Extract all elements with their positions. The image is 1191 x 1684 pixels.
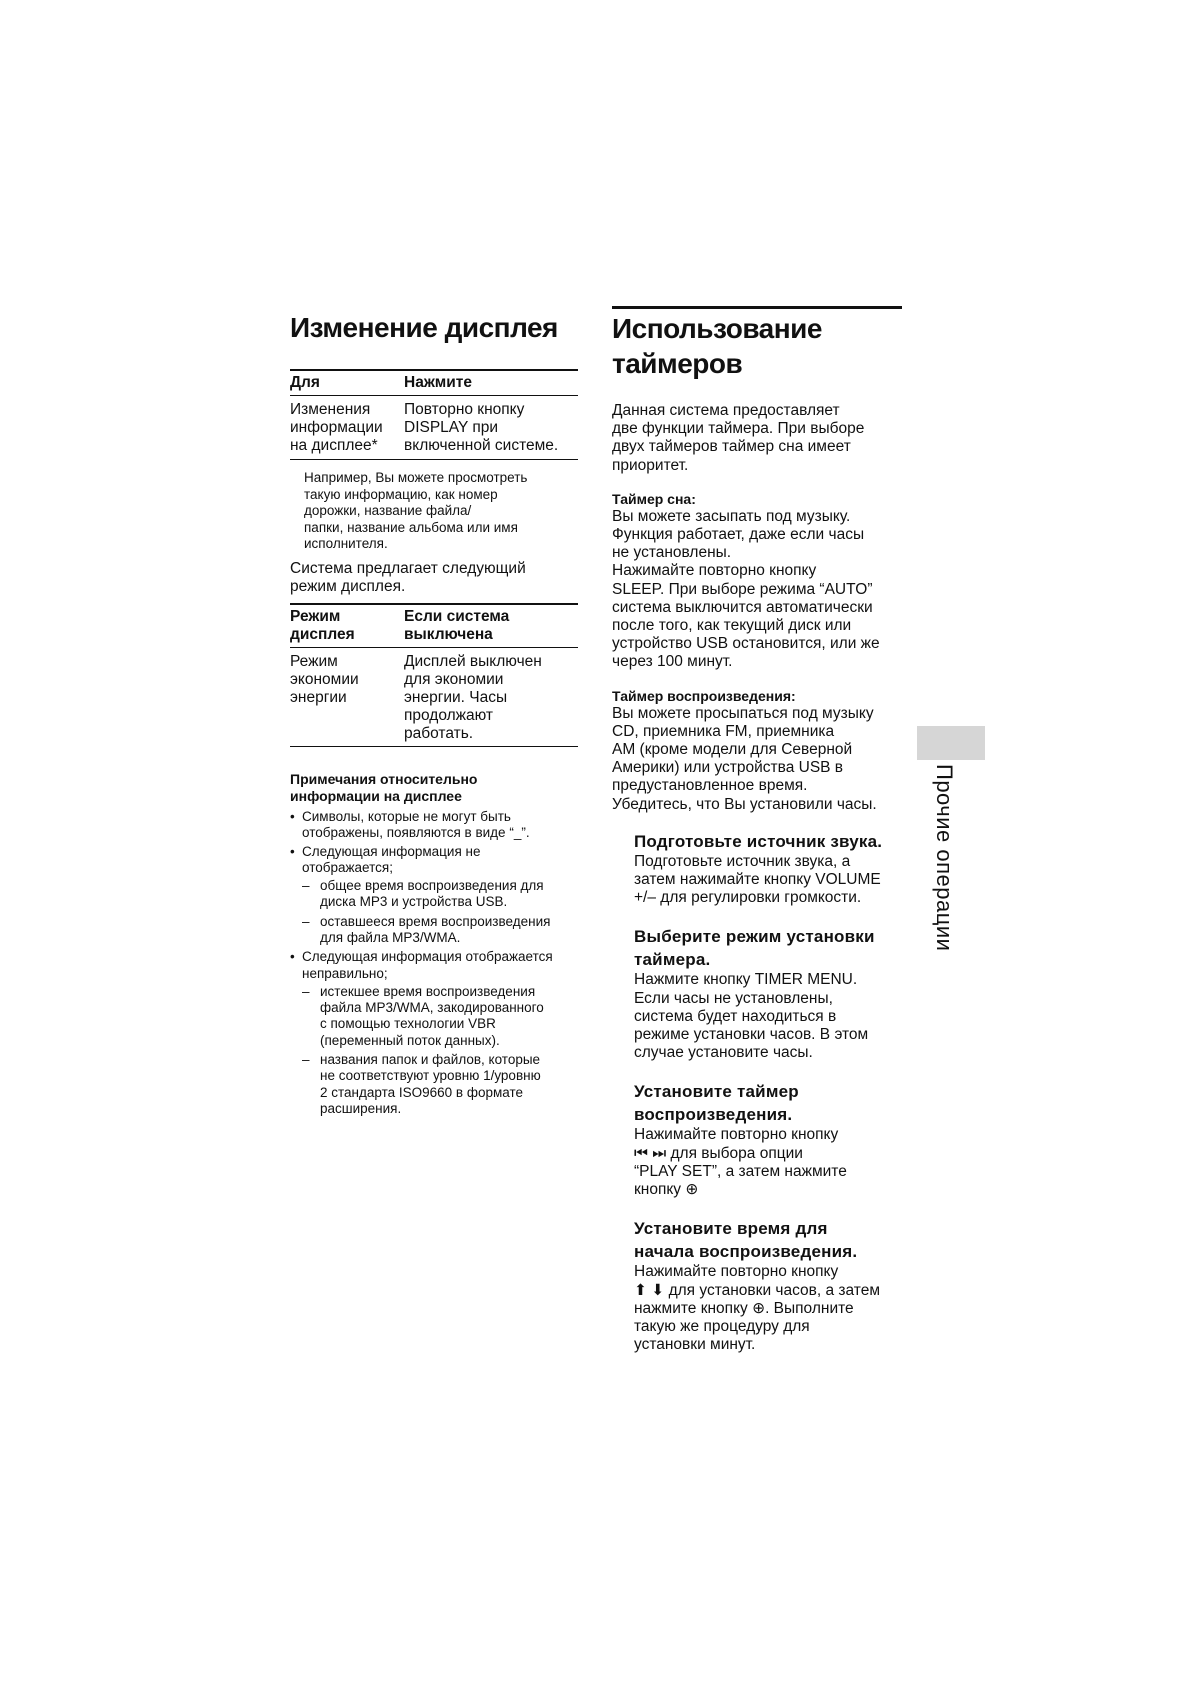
step-text: Нажимайте повторно кнопку ⏮ ⏭ для выбора опции “PLAY SET”, а затем нажмите кнопку ⊕ xyxy=(634,1126,847,1199)
step-1 xyxy=(634,830,902,908)
table-row xyxy=(290,647,578,746)
page-title-timers: Использование таймеров xyxy=(612,313,822,379)
notes-list xyxy=(290,809,578,1117)
table-header-system-off: Если система выключена xyxy=(404,607,510,643)
step-2 xyxy=(634,925,902,1062)
notes-title: Примечания относительно информации на дисплее xyxy=(290,770,478,804)
table-cell-purpose: Изменения информации на дисплее* xyxy=(290,401,383,454)
table-header-row xyxy=(290,604,578,648)
section-tab-label: Прочие операции xyxy=(932,764,957,952)
list-subitem: – названия папок и файлов, которые не соответствуют уровню 1/уровню 2 стандарта ISO9660 в формате расширения. xyxy=(290,1052,578,1117)
play-timer-title: Таймер воспроизведения: xyxy=(612,687,796,704)
left-column xyxy=(290,306,578,1120)
step-text: Подготовьте источник звука, а затем нажимайте кнопку VOLUME +/– для регулировки громкости. xyxy=(634,852,881,907)
step-title: Выберите режим установки таймера. xyxy=(634,927,875,970)
intro-text: Данная система предоставляет две функции таймера. При выборе двух таймеров таймер сна имеет приоритет. xyxy=(612,402,865,474)
list-item: • Следующая информация не отображается; xyxy=(290,844,578,877)
footnote: Например, Вы можете просмотреть такую информацию, как номер дорожки, название файла/ папки, название альбома или имя исполнителя. xyxy=(304,470,528,551)
section-tab-marker xyxy=(917,726,985,760)
list-subitem: – истекшее время воспроизведения файла MP3/WMA, закодированного с помощью технологии VBR (переменный поток данных). xyxy=(290,984,578,1049)
table-header-for: Для xyxy=(290,374,320,391)
sleep-timer-title: Таймер сна: xyxy=(612,490,696,507)
step-title: Установите время для начала воспроизведения. xyxy=(634,1219,858,1262)
table-cell-mode: Режим экономии энергии xyxy=(290,652,359,706)
step-title: Подготовьте источник звука. xyxy=(634,831,883,851)
list-subitem: – оставшееся время воспроизведения для файла MP3/WMA. xyxy=(290,914,578,947)
table-cell-mode-desc: Дисплей выключен для экономии энергии. Часы продолжают работать. xyxy=(404,652,542,742)
list-item: • Символы, которые не могут быть отображены, появляются в виде “_”. xyxy=(290,809,578,842)
display-table xyxy=(290,369,578,460)
table-header-press: Нажмите xyxy=(404,374,473,391)
table-row xyxy=(290,396,578,460)
section-rule xyxy=(612,306,902,309)
table-header-mode: Режим дисплея xyxy=(290,607,355,643)
list-item: • Следующая информация отображается неправильно; xyxy=(290,949,578,982)
page-title-display: Изменение дисплея xyxy=(290,312,558,343)
step-title: Установите таймер воспроизведения. xyxy=(634,1082,799,1125)
step-text: Нажмите кнопку TIMER MENU. Если часы не установлены, система будет находиться в режиме установки часов. В этом случае установите часы. xyxy=(634,971,869,1062)
sleep-timer-text: Вы можете засыпать под музыку. Функция работает, даже если часы не установлены. Нажимайте повторно кнопку SLEEP. При выборе режима “AUTO” система выключится автоматически после того, как текущий диск или устройство USB остановится, или же через 100 минут. xyxy=(612,507,880,671)
table-header-row xyxy=(290,370,578,396)
mode-table xyxy=(290,603,578,747)
step-3 xyxy=(634,1080,902,1199)
system-text: Система предлагает следующий режим дисплея. xyxy=(290,559,526,595)
right-column xyxy=(612,306,902,1354)
play-timer-text: Вы можете просыпаться под музыку CD, приемника FM, приемника AM (кроме модели для Северной Америки) или устройства USB в предустановленное время. Убедитесь, что Вы установили часы. xyxy=(612,704,877,813)
table-cell-action: Повторно кнопку DISPLAY при включенной системе. xyxy=(404,401,559,454)
step-4 xyxy=(634,1217,902,1354)
step-text: Нажимайте повторно кнопку ⬆ ⬇ для установки часов, а затем нажмите кнопку ⊕. Выполните такую же процедуру для установки минут. xyxy=(634,1263,881,1354)
list-subitem: – общее время воспроизведения для диска MP3 и устройства USB. xyxy=(290,878,578,911)
